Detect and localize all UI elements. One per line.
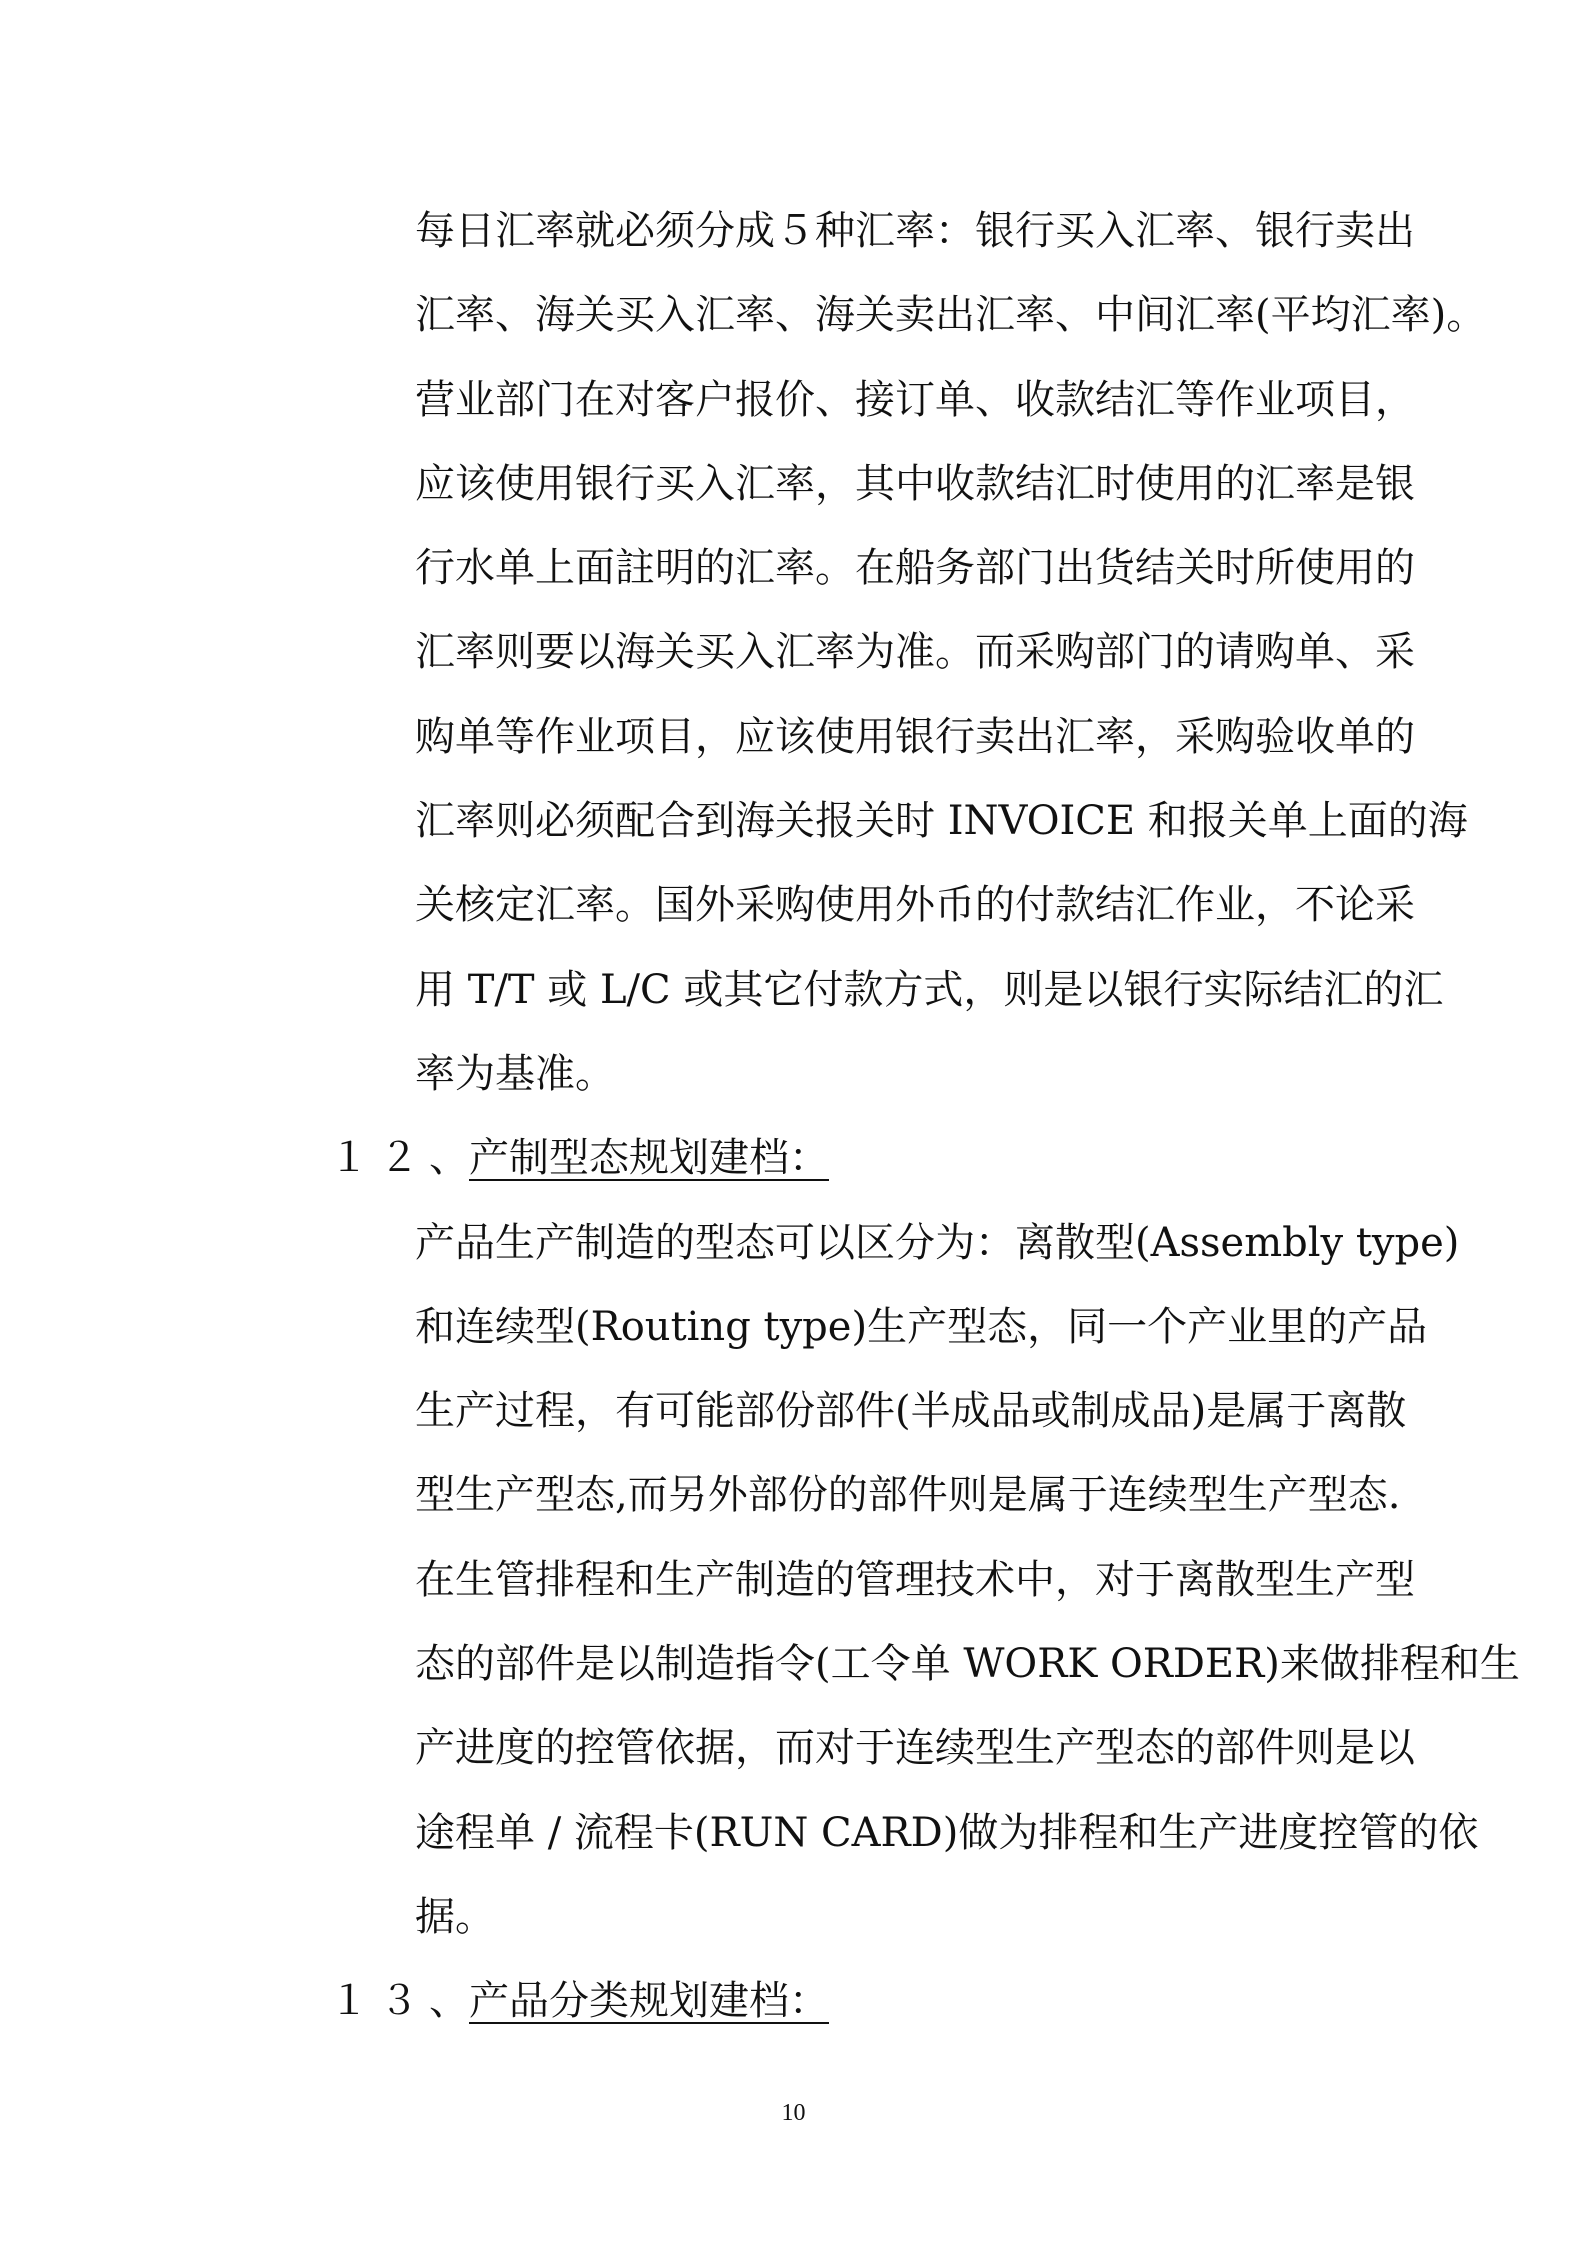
paragraph-line-row	[0, 779, 1587, 863]
paragraph-line: 型生产型态,而另外部份的部件则是属于连续型生产型态.	[415, 1472, 1401, 1519]
paragraph-line: 购单等作业项目，应该使用银行卖出汇率，采购验收单的	[415, 713, 1415, 760]
paragraph-line-row	[0, 610, 1587, 694]
paragraph-line-row	[0, 273, 1587, 357]
section-heading	[0, 1116, 1587, 1200]
section-heading	[0, 1959, 1587, 2043]
paragraph-line: 途程单 / 流程卡(RUN CARD)做为排程和生产进度控管的依	[415, 1809, 1479, 1856]
paragraph-line: 率为基准。	[415, 1050, 615, 1097]
paragraph-line: 关核定汇率。国外采购使用外币的付款结汇作业，不论采	[415, 882, 1415, 929]
paragraph-line: 产进度的控管依据，而对于连续型生产型态的部件则是以	[415, 1725, 1415, 1772]
paragraph-line: 和连续型(Routing type)生产型态，同一个产业里的产品	[415, 1303, 1428, 1350]
paragraph-line: 行水单上面註明的汇率。在船务部门出货结关时所使用的	[415, 545, 1415, 592]
section-number: １２、	[329, 1135, 479, 1182]
paragraph-line-row	[0, 695, 1587, 779]
paragraph-line-row	[0, 189, 1587, 273]
document-body	[0, 189, 1587, 2044]
paragraph-line: 营业部门在对客户报价、接订单、收款结汇等作业项目，	[415, 376, 1415, 423]
paragraph-line-row	[0, 1622, 1587, 1706]
paragraph-line-row	[0, 1285, 1587, 1369]
paragraph-line: 汇率则必须配合到海关报关时 INVOICE 和报关单上面的海	[415, 798, 1468, 845]
paragraph-line: 据。	[415, 1893, 495, 1940]
paragraph-line-row	[0, 1369, 1587, 1453]
paragraph-line-row	[0, 1706, 1587, 1790]
paragraph-line-row	[0, 1538, 1587, 1622]
paragraph-line-row	[0, 1201, 1587, 1285]
paragraph-line-row	[0, 1791, 1587, 1875]
paragraph-line-row	[0, 1875, 1587, 1959]
paragraph-line: 每日汇率就必须分成５种汇率：银行买入汇率、银行卖出	[415, 208, 1415, 254]
section-number: １３、	[329, 1978, 479, 2025]
paragraph-line: 汇率、海关买入汇率、海关卖出汇率、中间汇率(平均汇率)。	[415, 292, 1487, 339]
page-number: 10	[781, 2100, 806, 2126]
paragraph-line-row	[0, 526, 1587, 610]
paragraph-line: 生产过程，有可能部份部件(半成品或制成品)是属于离散	[415, 1388, 1407, 1435]
paragraph-line: 在生管排程和生产制造的管理技术中，对于离散型生产型	[415, 1556, 1415, 1603]
paragraph-line-row	[0, 1032, 1587, 1116]
paragraph-line-row	[0, 948, 1587, 1032]
paragraph-line: 汇率则要以海关买入汇率为准。而采购部门的请购单、采	[415, 629, 1415, 676]
paragraph-line: 产品生产制造的型态可以区分为：离散型(Assembly type)	[415, 1219, 1460, 1266]
paragraph-line-row	[0, 358, 1587, 442]
paragraph-line: 应该使用银行买入汇率，其中收款结汇时使用的汇率是银	[415, 460, 1415, 507]
section-title: 产品分类规划建档：	[469, 1978, 829, 2025]
paragraph-line: 用 T/T 或 L/C 或其它付款方式，则是以银行实际结汇的汇	[415, 966, 1444, 1013]
paragraph-line: 态的部件是以制造指令(工令单 WORK ORDER)来做排程和生	[415, 1641, 1520, 1688]
paragraph-line-row	[0, 863, 1587, 947]
paragraph-line-row	[0, 1453, 1587, 1537]
section-title: 产制型态规划建档：	[469, 1135, 829, 1182]
paragraph-line-row	[0, 442, 1587, 526]
